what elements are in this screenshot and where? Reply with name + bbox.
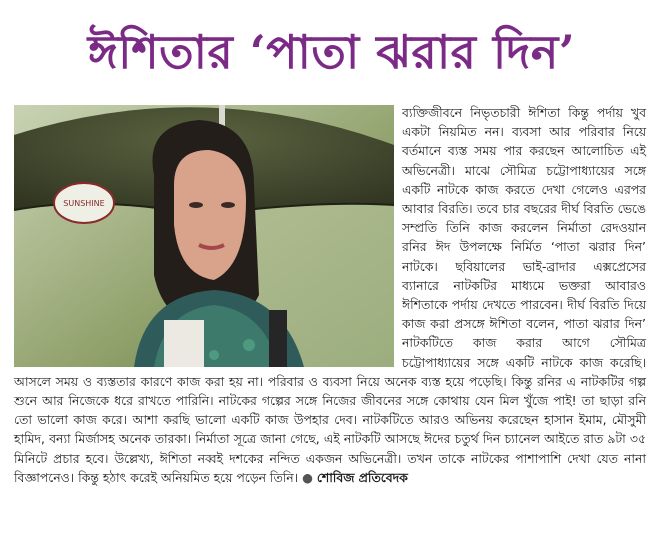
- byline-bullet: ●: [302, 469, 313, 485]
- photo-illustration: [14, 105, 394, 367]
- byline: শোবিজ প্রতিবেদক: [316, 469, 408, 485]
- umbrella-logo: SUNSHINE: [63, 199, 105, 208]
- headline: ঈশিতার ‘পাতা ঝরার দিন’: [87, 25, 576, 79]
- article-photo: [14, 105, 394, 367]
- article: [14, 103, 646, 558]
- article-text: ব্যক্তিজীবনে নিভৃতচারী ঈশিতা কিন্তু পর্দায় খুব একটা নিয়মিত নন। ব্যবসা আর পরিবার নিয়ে বর্তমানে ব্যস্ত সময় পার করছেন আলোচিত এই অভিনেত্রী। মাঝে সৌমিত্র চট্টোপাধ্যায়ের সঙ্গে একটি নাটকে কাজ করতে দেখা গেলেও এরপর আবার বিরতি। তবে চার বছরের দীর্ঘ বিরতি ভেঙে সম্প্রতি তিনি কাজ করলেন নির্মাতা রেদওয়ান রনির ঈদ উপলক্ষে নির্মিত ‘পাতা ঝরার দিন’ নাটকে। ছবিয়ালের ভাই-ব্রাদার এক্সপ্রেসের ব্যানারে নাটকটির মাধ্যমে ভক্তরা আবারও ঈশিতাকে পর্দায় দেখতে পারবেন। দীর্ঘ বিরতি দিয়ে কাজ করা প্রসঙ্গে ঈশিতা বলেন, পাতা ঝরার দিন’ নাটকটিতে কাজ করার আগে সৌমিত্র চট্টোপাধ্যায়ের সঙ্গে একটি নাটকে কাজ করেছি। আসলে সময় ও ব্যস্ততার কারণে কাজ করা হয় না। পরিবার ও ব্যবসা নিয়ে অনেক ব্যস্ত হয়ে পড়েছি। কিন্তু রনির এ নাটকটির গল্প শুনে আর নিজেকে ধরে রাখতে পারিনি। নাটকের গল্পের সঙ্গে নিজের জীবনের সঙ্গে কোথায় যেন মিল খুঁজে পাই! তা ছাড়া রনি তো ভালো কাজ করে। আশা করছি ভালো একটি কাজ উপহার দেব। নাটকটিতে আরও অভিনয় করেছেন হাসান ইমাম, মৌসুমী হামিদ, বন্যা মির্জাসহ অনেক তারকা। নির্মাতা সূত্রে জানা গেছে, এই নাটকটি আসছে ঈদের চতুর্থ দিন চ্যানেল আইতে রাত ৯টা ৩৫ মিনিটে প্রচার হবে। উল্লেখ্য, ঈশিতা নব্বই দশকের নন্দিত একজন অভিনেত্রী। তখন তাকে নাটকের পাশাপাশি দেখা যেত নানা বিজ্ঞাপনেও। কিন্তু হঠাৎ করেই অনিয়মিত হয়ে পড়েন তিনি।: [14, 105, 646, 485]
